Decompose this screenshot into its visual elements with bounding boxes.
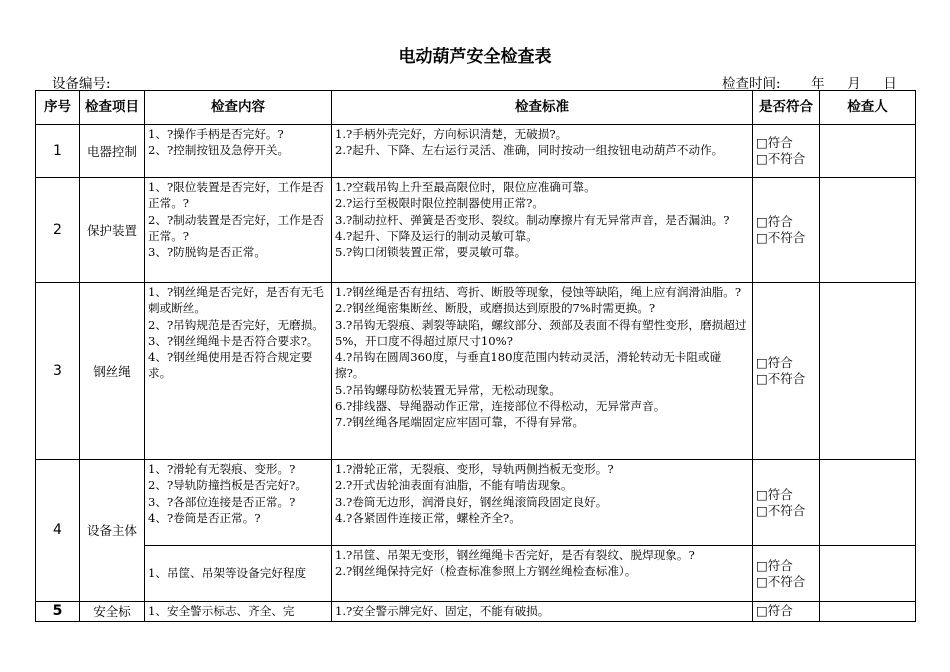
content-line: 2、?控制按钮及急停开关。	[148, 143, 290, 158]
standard-line: 3.?吊钩无裂痕、剥裂等缺陷，螺纹部分、颈部及表面不得有塑性变形，磨损超过5%，开口度不得超过原尺寸10%?	[335, 317, 747, 348]
standard-line: 5.?钩口闭锁装置正常，要灵敏可靠。	[335, 245, 527, 260]
conform-cell	[753, 178, 820, 283]
standard-line: 6.?排线器、导绳器动作正常，连接部位不得松动，无异常声音。	[335, 399, 666, 414]
table-row	[36, 602, 916, 622]
conform-checkbox[interactable]: □符合	[756, 486, 793, 502]
inspection-table	[35, 90, 916, 622]
content-line: 1、?滑轮有无裂痕、变形。?	[148, 462, 296, 476]
standard-line: 4.?起升、下降及运行的制动灵敏可靠。	[335, 228, 538, 243]
header-item: 检查项目	[80, 91, 145, 125]
row-number: 4	[36, 460, 80, 602]
standard-line: 1.?滑轮正常，无裂痕、变形，导轨两侧挡板无变形。?	[335, 462, 614, 476]
content-line: 4、?卷筒是否正常。?	[148, 510, 261, 525]
table-row	[36, 283, 916, 460]
equipment-no-label: 设备编号:	[52, 76, 111, 92]
conform-cell	[753, 283, 820, 460]
check-standard	[332, 546, 753, 602]
standard-line: 2.?开式齿轮油表面有油脂，不能有啃齿现象。	[335, 478, 573, 493]
standard-line: 4.?各紧固件连接正常，螺栓齐全?。	[335, 510, 521, 525]
page-title: 电动葫芦安全检查表	[398, 47, 552, 67]
check-content	[145, 546, 332, 602]
check-content	[145, 125, 332, 178]
inspector-cell[interactable]	[820, 178, 916, 283]
standard-line: 2.?钢丝绳密集断丝、断股，或磨损达到原股的7%时需更换。?	[335, 301, 656, 316]
row-number: 5	[36, 602, 80, 622]
content-line: 3、?各部位连接是否正常。?	[148, 494, 296, 509]
conform-checkbox[interactable]: □符合	[756, 355, 793, 370]
header-content: 检查内容	[145, 91, 332, 125]
standard-line: 4.?吊钩在圆周360度，与垂直180度范围内转动灵活，滑轮转动无卡阻或碰擦?。	[335, 350, 722, 381]
check-standard	[332, 460, 753, 546]
content-line: 2、?导轨防撞挡板是否完好?。	[148, 478, 307, 493]
inspector-cell[interactable]	[820, 283, 916, 460]
table-row	[36, 460, 916, 546]
year-label: 年	[811, 76, 825, 92]
content-line: 1、吊筐、吊架等设备完好程度	[148, 566, 307, 581]
check-content	[145, 602, 332, 622]
check-standard	[332, 602, 753, 622]
nonconform-checkbox[interactable]: □不符合	[756, 151, 806, 166]
check-item: 保护装置	[80, 178, 145, 283]
content-line: 3、?防脱钩是否正常。	[148, 245, 266, 260]
check-item: 电器控制	[80, 125, 145, 178]
nonconform-checkbox[interactable]: □不符合	[756, 230, 806, 245]
check-item: 钢丝绳	[80, 283, 145, 460]
header-inspector: 检查人	[820, 91, 916, 125]
check-content	[145, 178, 332, 283]
nonconform-checkbox[interactable]: □不符合	[756, 502, 806, 518]
conform-cell	[753, 546, 820, 602]
check-standard	[332, 125, 753, 178]
check-content	[145, 283, 332, 460]
conform-cell	[753, 125, 820, 178]
standard-line: 1.?钢丝绳是否有扭结、弯折、断股等现象，侵蚀等缺陷，绳上应有润滑油脂。?	[335, 285, 742, 299]
content-line: 1、?操作手柄是否完好。?	[148, 127, 284, 141]
header-standard: 检查标准	[332, 91, 753, 125]
table-row	[36, 125, 916, 178]
nonconform-checkbox[interactable]: □不符合	[756, 371, 806, 386]
row-number: 3	[36, 283, 80, 460]
content-line: 2、?制动装置是否完好，工作是否正常。?	[148, 212, 324, 243]
standard-line: 2.?钢丝绳保持完好（检查标准参照上方钢丝绳检查标准）。	[335, 564, 637, 579]
inspector-cell[interactable]	[820, 125, 916, 178]
conform-checkbox[interactable]: □符合	[756, 214, 793, 229]
standard-line: 1.?手柄外壳完好，方向标识清楚，无破损?。	[335, 127, 568, 141]
standard-line: 1.?吊筐、吊架无变形，钢丝绳绳卡否完好，是否有裂纹、脱焊现象。?	[335, 548, 695, 562]
table-header-row	[36, 91, 916, 125]
month-label: 月	[847, 76, 861, 92]
inspector-cell[interactable]	[820, 546, 916, 602]
nonconform-checkbox[interactable]: □不符合	[756, 573, 806, 589]
content-line: 3、?钢丝绳绳卡是否符合要求?。	[148, 333, 319, 348]
check-standard	[332, 178, 753, 283]
check-item: 安全标	[80, 602, 145, 622]
check-item: 设备主体	[80, 460, 145, 602]
check-time-label: 检查时间:	[722, 76, 781, 92]
conform-cell	[753, 460, 820, 546]
conform-checkbox[interactable]: □符合	[756, 557, 793, 573]
standard-line: 5.?吊钩螺母防松装置无异常，无松动现象。	[335, 382, 561, 397]
standard-line: 1.?空载吊钩上升至最高限位时，限位应准确可靠。	[335, 180, 596, 194]
table-row	[36, 546, 916, 602]
content-line: 2、?吊钩规范是否完好，无磨损。	[148, 317, 324, 332]
standard-line: 1.?安全警示牌完好、固定，不能有破损。	[335, 604, 550, 618]
check-time-field	[722, 72, 897, 92]
inspector-cell[interactable]	[820, 460, 916, 546]
check-standard	[332, 283, 753, 460]
row-number: 2	[36, 178, 80, 283]
content-line: 1、?钢丝绳是否完好，是否有无毛刺或断丝。	[148, 285, 324, 316]
standard-line: 7.?钢丝绳各尾端固定应牢固可靠，不得有异常。	[335, 415, 585, 430]
day-label: 日	[883, 76, 897, 92]
content-line: 1、?限位装置是否完好，工作是否正常。?	[148, 180, 324, 211]
header-seq: 序号	[36, 91, 80, 125]
check-content	[145, 460, 332, 546]
header-conform: 是否符合	[753, 91, 820, 125]
conform-checkbox[interactable]: □符合	[756, 603, 793, 618]
conform-cell	[753, 602, 820, 622]
inspector-cell[interactable]	[820, 602, 916, 622]
content-line: 1、安全警示标志、齐全、完	[148, 604, 295, 618]
table-row	[36, 178, 916, 283]
row-number: 1	[36, 125, 80, 178]
standard-line: 2.?起升、下降、左右运行灵活、准确，同时按动一组按钮电动葫芦不动作。	[335, 143, 724, 158]
content-line: 4、?钢丝绳使用是否符合规定要求。	[148, 350, 313, 381]
standard-line: 3.?制动拉杆、弹簧是否变形、裂纹。制动摩擦片有无异常声音，是否漏油。?	[335, 212, 730, 227]
conform-checkbox[interactable]: □符合	[756, 135, 793, 150]
standard-line: 2.?运行至极限时限位控制器使用正常?。	[335, 196, 544, 211]
standard-line: 3.?卷筒无边形，润滑良好，钢丝绳滚筒段固定良好。	[335, 494, 608, 509]
